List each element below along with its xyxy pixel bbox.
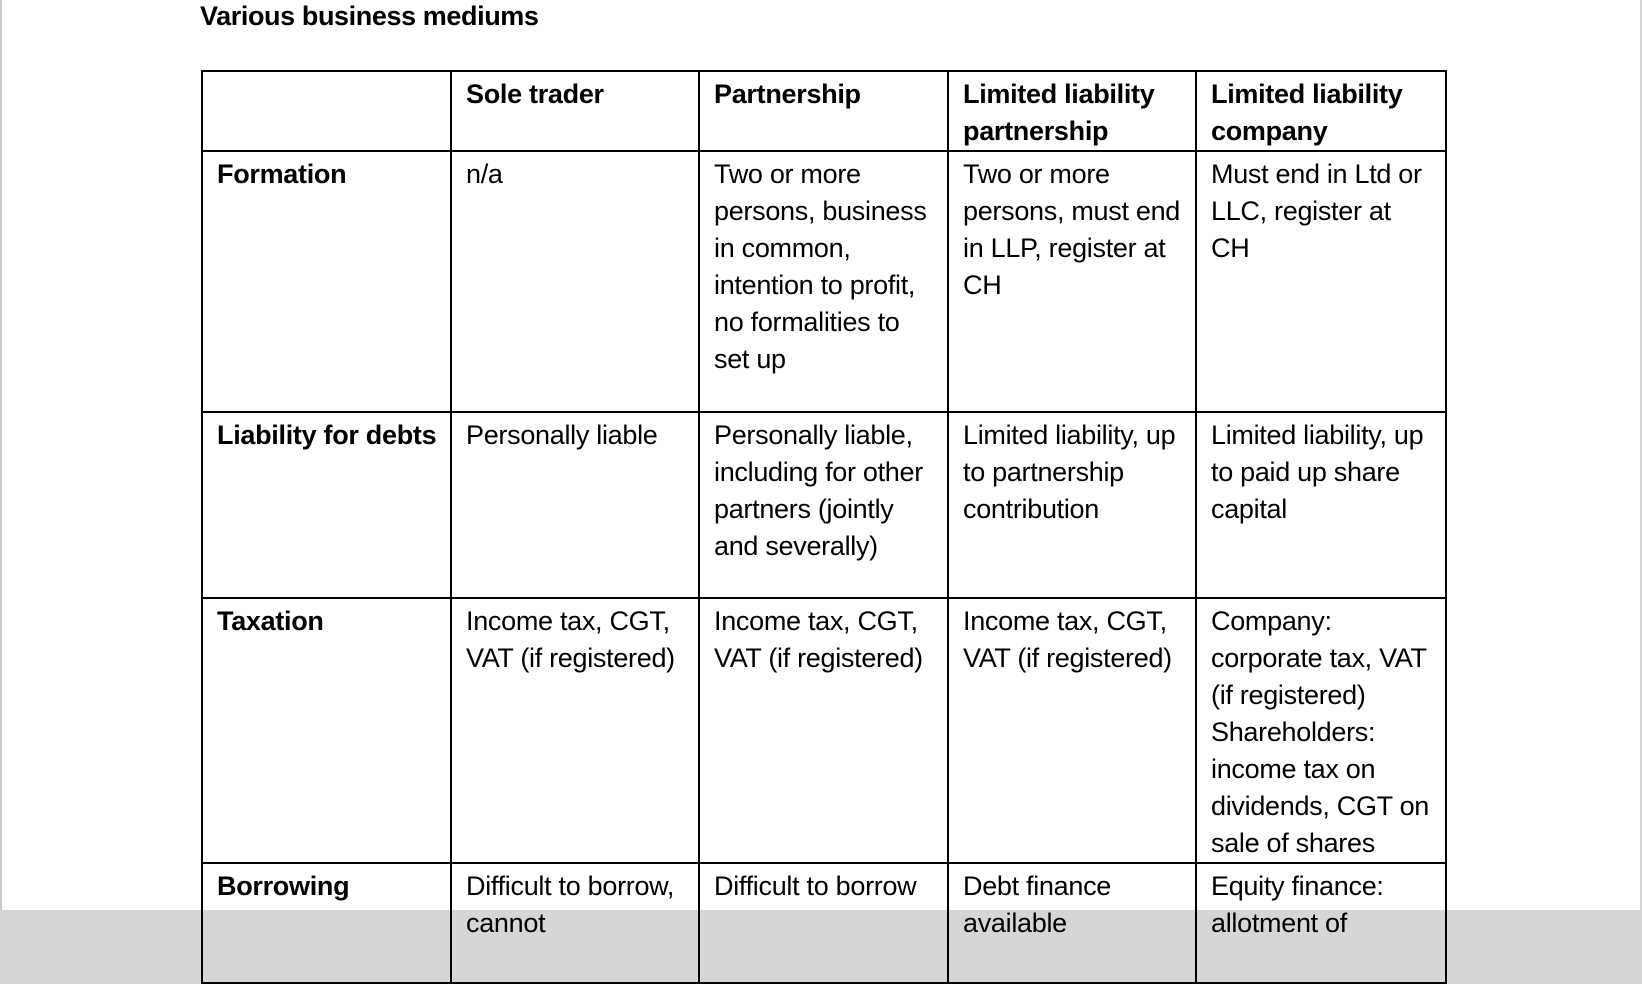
row-header-taxation: Taxation [202,598,451,863]
table-cell: Difficult to borrow [699,863,948,983]
table-cell: Personally liable [451,412,699,598]
table-row [202,412,1446,598]
table-row [202,151,1446,412]
table-cell: Limited liability, up to paid up share capital [1196,412,1446,598]
column-header-sole-trader: Sole trader [451,71,699,151]
document-title: Various business mediums [200,1,539,31]
table-cell: Income tax, CGT, VAT (if registered) [699,598,948,863]
row-header-borrowing: Borrowing [202,863,451,983]
table-cell: Income tax, CGT, VAT (if registered) [451,598,699,863]
table-cell: Two or more persons, business in common, intention to profit, no formalities to set up [699,151,948,412]
table-cell: Company: corporate tax, VAT (if registered) Shareholders: income tax on dividends, CGT on sale of shares [1196,598,1446,863]
table-cell: Two or more persons, must end in LLP, register at CH [948,151,1196,412]
table-cell: Debt finance available [948,863,1196,983]
table-cell: Income tax, CGT, VAT (if registered) [948,598,1196,863]
column-header-ltd-company: Limited liability company [1196,71,1446,151]
table-cell: Limited liability, up to partnership contribution [948,412,1196,598]
table-cell: n/a [451,151,699,412]
table-cell: Difficult to borrow, cannot [451,863,699,983]
table-row [202,863,1446,983]
column-header-partnership: Partnership [699,71,948,151]
table-cell: Must end in Ltd or LLC, register at CH [1196,151,1446,412]
business-mediums-table [201,70,1447,984]
table-row [202,598,1446,863]
row-header-liability: Liability for debts [202,412,451,598]
column-header-llp: Limited liability partnership [948,71,1196,151]
table-cell: Equity finance: allotment of [1196,863,1446,983]
table-header-row [202,71,1446,151]
table-corner-cell [202,71,451,151]
row-header-formation: Formation [202,151,451,412]
table-cell: Personally liable, including for other partners (jointly and severally) [699,412,948,598]
